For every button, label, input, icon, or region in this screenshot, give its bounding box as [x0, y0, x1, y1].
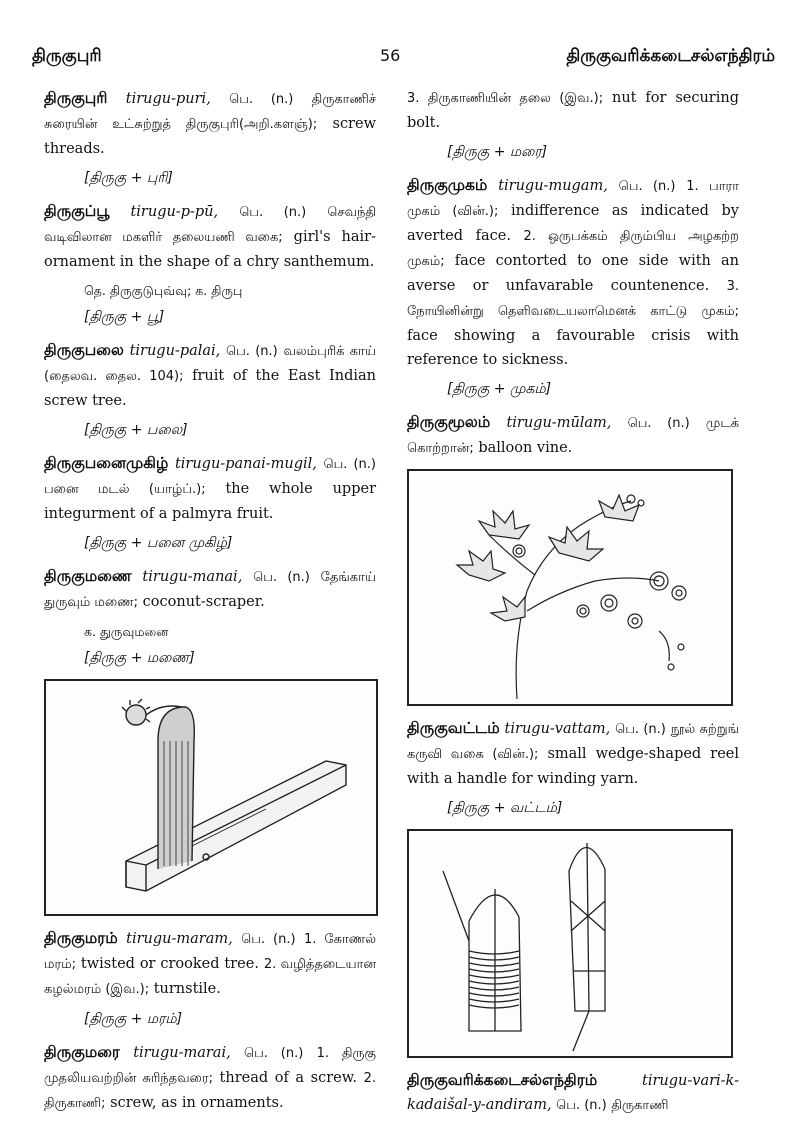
- right-column: [407, 86, 739, 1124]
- entry-tirugu-p-pu: [44, 199, 376, 274]
- page-number: 56: [380, 46, 401, 65]
- english-definition: thread of a screw.: [219, 1070, 358, 1086]
- pos-label: பெ. (n.): [323, 457, 376, 472]
- english-definition: small wedge-shaped reel with a handle for winding yarn.: [407, 746, 739, 787]
- transliteration: tirugu-manai,: [142, 569, 243, 585]
- headword: திருகுமரம்: [44, 929, 118, 947]
- etymology: [திருகு + மணை]: [84, 650, 195, 666]
- cognate-forms: தெ. திருகுடுபுவ்வு; க. திருபு: [84, 283, 243, 298]
- transliteration: tirugu-vari-k-kadaišal-y-andiram,: [407, 1073, 739, 1113]
- tamil-definition: 1. கோணல் மரம்;: [44, 932, 377, 972]
- etymology: [திருகு + பூ]: [84, 309, 165, 325]
- english-definition-2: screw, as in ornaments.: [110, 1095, 284, 1111]
- tamil-definition-3: 3. நோயினின்று தெளிவடையலாமெனக் காட்டு முகம்;: [407, 279, 740, 319]
- tamil-definition: 1. திருகு முதலியவற்றின் சுரிந்தவரை;: [44, 1046, 377, 1086]
- pos-label: பெ. (n.): [244, 1046, 304, 1061]
- etymology: [திருகு + முகம்]: [447, 381, 552, 397]
- tamil-definition: 3. திருகாணியின் தலை (இவ.);: [407, 91, 604, 106]
- tamil-definition: திருகாணிச் சுரையின் உட்சுற்றுத் திருகுபுரி(அறி.களஞ்);: [44, 92, 377, 132]
- entry-tirugu-marai: [44, 1040, 376, 1116]
- headword: திருகுபலை: [44, 341, 124, 359]
- english-definition-2: face contorted to one side with an averse or unfavarable countenence.: [407, 253, 739, 294]
- entry-tirugu-puri: [44, 86, 376, 161]
- tamil-definition: செவந்தி வடிவிலான மகளிர் தலையணி வகை;: [44, 205, 377, 245]
- page-header: [30, 44, 775, 74]
- headword: திருகுமுகம்: [407, 176, 488, 194]
- header-right-guideword: திருகுவரிக்கடைசல்எந்திரம்: [566, 46, 775, 66]
- tamil-definition: நூல் சுற்றுங் கருவி வகை (வின்.);: [407, 722, 740, 762]
- entry-tirugu-manai: [44, 564, 376, 615]
- tamil-definition: திருகாணி: [611, 1098, 669, 1113]
- transliteration: tirugu-marai,: [133, 1045, 231, 1061]
- coconut-scraper-illustration: [44, 679, 378, 916]
- english-definition: screw threads.: [44, 116, 376, 157]
- english-definition: the whole upper integurment of a palmyra fruit.: [44, 481, 376, 522]
- tamil-definition: பனை மடல் (யாழ்ப்.);: [44, 482, 206, 497]
- balloon-vine-drawing: [409, 471, 731, 704]
- pos-label: பெ. (n.): [556, 1098, 607, 1113]
- pos-label: பெ. (n.): [226, 344, 278, 359]
- english-definition: fruit of the East Indian screw tree.: [44, 368, 376, 409]
- pos-label: பெ. (n.): [239, 205, 307, 220]
- entry-tirugu-maram: [44, 926, 376, 1002]
- balloon-vine-illustration: [407, 469, 733, 706]
- tamil-definition: முடக் கொற்றான்;: [407, 416, 740, 456]
- english-definition: coconut-scraper.: [142, 594, 265, 610]
- etymology: [திருகு + பலை]: [84, 422, 188, 438]
- headword: திருகுவட்டம்: [407, 719, 500, 737]
- entry-tirugu-panai-mugil: [44, 451, 376, 526]
- etymology: [திருகு + மரம்]: [84, 1011, 183, 1027]
- transliteration: tirugu-maram,: [126, 931, 233, 947]
- pos-label: பெ. (n.): [253, 570, 310, 585]
- etymology: [திருகு + புரி]: [84, 170, 173, 186]
- transliteration: tirugu-mugam,: [498, 178, 608, 194]
- tamil-definition-2: 2. வழித்தடையான கழல்மரம் (இவ.);: [44, 957, 377, 997]
- tamil-definition-2: 2. ஒருபக்கம் திரும்பிய அழகற்ற முகம்;: [407, 229, 739, 269]
- yarn-reel-drawing: [409, 831, 731, 1056]
- pos-label: பெ. (n.): [618, 179, 676, 194]
- entry-tirugu-mugam: [407, 173, 739, 372]
- etymology: [திருகு + மரை]: [447, 144, 548, 160]
- entry-tirugu-vattam: [407, 716, 739, 791]
- entry-continuation: [407, 86, 739, 135]
- english-definition: indifference as indicated by averted face.: [407, 203, 739, 244]
- english-definition: twisted or crooked tree.: [80, 956, 259, 972]
- pos-label: பெ. (n.): [627, 416, 690, 431]
- transliteration: tirugu-mūlam,: [506, 415, 612, 431]
- english-definition: balloon vine.: [478, 440, 573, 456]
- header-left-guideword: திருகுபுரி: [32, 46, 102, 66]
- english-definition: girl's hair-ornament in the shape of a chry santhemum.: [44, 229, 377, 270]
- etymology: [திருகு + பனை முகிழ்]: [84, 535, 233, 551]
- english-definition: nut for securing bolt.: [407, 90, 739, 131]
- cognate-forms: க. துருவுமனை: [84, 624, 169, 639]
- transliteration: tirugu-palai,: [129, 343, 221, 359]
- headword: திருகுவரிக்கடைசல்எந்திரம்: [407, 1071, 598, 1089]
- tamil-definition-2: 2. திருகாணி;: [44, 1071, 376, 1111]
- entry-tirugu-vari-k-kadaisal: [407, 1068, 739, 1118]
- english-definition-3: face showing a favourable crisis with reference to sickness.: [407, 328, 739, 368]
- headword: திருகுமரை: [44, 1043, 120, 1061]
- headword: திருகுபுரி: [44, 89, 108, 107]
- left-column: [44, 86, 376, 1122]
- transliteration: tirugu-p-pū,: [130, 204, 219, 220]
- tamil-definition: தேங்காய் துருவும் மணை;: [44, 570, 377, 610]
- headword: திருகுமூலம்: [407, 413, 491, 431]
- pos-label: பெ. (n.): [229, 92, 294, 107]
- entry-tirugu-palai: [44, 338, 376, 413]
- headword: திருகுப்பூ: [44, 202, 110, 220]
- etymology: [திருகு + வட்டம்]: [447, 800, 563, 816]
- headword: திருகுபனைமுகிழ்: [44, 454, 169, 472]
- transliteration: tirugu-vattam,: [504, 721, 611, 737]
- transliteration: tirugu-panai-mugil,: [174, 456, 317, 472]
- yarn-reel-illustration: [407, 829, 733, 1058]
- tamil-definition: 1. பாரா முகம் (வின்.);: [407, 179, 740, 219]
- entry-tirugu-mulam: [407, 410, 739, 461]
- coconut-scraper-drawing: [46, 681, 376, 914]
- pos-label: பெ. (n.): [615, 722, 666, 737]
- transliteration: tirugu-puri,: [125, 91, 211, 107]
- tamil-definition: வலம்புரிக் காய் (தைலவ. தைல. 104);: [44, 344, 377, 384]
- pos-label: பெ. (n.): [241, 932, 296, 947]
- headword: திருகுமணை: [44, 567, 132, 585]
- english-definition-2: turnstile.: [153, 981, 221, 997]
